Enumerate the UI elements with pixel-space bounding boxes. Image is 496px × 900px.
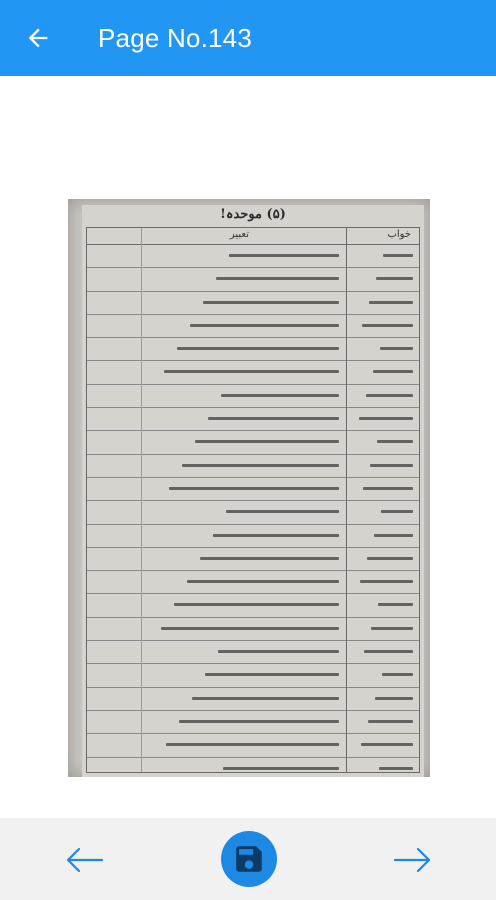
scan-dream-text bbox=[379, 767, 413, 770]
scan-table bbox=[86, 227, 420, 773]
scan-dream-text bbox=[380, 347, 413, 350]
arrow-left-icon bbox=[64, 846, 104, 874]
scan-interpretation-text bbox=[192, 697, 339, 700]
scan-row bbox=[87, 594, 419, 617]
scan-interpretation-text bbox=[182, 464, 339, 467]
scan-row bbox=[87, 525, 419, 548]
arrow-right-icon bbox=[393, 846, 433, 874]
scan-dream-text bbox=[376, 277, 413, 280]
scan-row bbox=[87, 245, 419, 268]
previous-page-button[interactable] bbox=[62, 840, 106, 880]
scan-dream-text bbox=[375, 697, 413, 700]
page-title: Page No.143 bbox=[98, 22, 252, 53]
scan-dream-text bbox=[367, 557, 413, 560]
scanned-paper bbox=[82, 205, 424, 777]
scan-row bbox=[87, 571, 419, 594]
scan-dream-text bbox=[370, 464, 413, 467]
scan-interpretation-text bbox=[187, 580, 339, 583]
scan-row bbox=[87, 315, 419, 338]
scan-interpretation-text bbox=[200, 557, 339, 560]
scan-dream-text bbox=[373, 370, 413, 373]
scan-dream-text bbox=[363, 487, 413, 490]
back-button[interactable] bbox=[0, 0, 76, 76]
next-page-button[interactable] bbox=[391, 840, 435, 880]
scan-dream-text bbox=[382, 673, 413, 676]
scan-row bbox=[87, 361, 419, 384]
scan-interpretation-text bbox=[179, 720, 339, 723]
scan-dream-text bbox=[359, 417, 413, 420]
column-header-dream: خواب bbox=[387, 229, 411, 240]
scan-row bbox=[87, 641, 419, 664]
scan-row bbox=[87, 548, 419, 571]
scan-dream-text bbox=[368, 720, 413, 723]
scan-row bbox=[87, 408, 419, 431]
scan-dream-text bbox=[374, 534, 413, 537]
scan-interpretation-text bbox=[218, 650, 339, 653]
arrow-left-icon bbox=[24, 24, 52, 52]
app-bar bbox=[0, 0, 496, 76]
scan-interpretation-text bbox=[203, 301, 339, 304]
scan-dream-text bbox=[377, 440, 413, 443]
column-header-interpretation: تعبیر bbox=[229, 229, 249, 240]
scan-row bbox=[87, 478, 419, 501]
save-button[interactable] bbox=[221, 831, 277, 887]
scan-interpretation-text bbox=[169, 487, 339, 490]
bottom-bar bbox=[0, 818, 496, 900]
scan-row bbox=[87, 758, 419, 777]
scan-row bbox=[87, 711, 419, 734]
scan-row bbox=[87, 385, 419, 408]
scan-dream-text bbox=[362, 324, 413, 327]
scan-row bbox=[87, 292, 419, 315]
scan-row bbox=[87, 431, 419, 454]
scan-interpretation-text bbox=[226, 510, 339, 513]
scan-row bbox=[87, 268, 419, 291]
scan-interpretation-text bbox=[161, 627, 339, 630]
scan-interpretation-text bbox=[174, 603, 339, 606]
scan-interpretation-text bbox=[221, 394, 339, 397]
scan-row bbox=[87, 734, 419, 757]
floppy-disk-icon bbox=[232, 842, 266, 876]
scan-row bbox=[87, 501, 419, 524]
scan-dream-text bbox=[364, 650, 413, 653]
scan-interpretation-text bbox=[216, 277, 339, 280]
scan-row bbox=[87, 338, 419, 361]
scan-dream-text bbox=[360, 580, 413, 583]
scan-dream-text bbox=[369, 301, 413, 304]
scan-rows bbox=[87, 245, 419, 772]
scan-interpretation-text bbox=[205, 673, 339, 676]
scan-dream-text bbox=[371, 627, 413, 630]
scan-interpretation-text bbox=[208, 417, 339, 420]
page-viewer[interactable] bbox=[0, 76, 496, 818]
scan-row bbox=[87, 664, 419, 687]
scanned-page-image[interactable] bbox=[68, 199, 430, 777]
scan-dream-text bbox=[361, 743, 413, 746]
scan-dream-text bbox=[383, 254, 413, 257]
column-divider bbox=[346, 228, 347, 772]
scan-interpretation-text bbox=[229, 254, 339, 257]
scan-row bbox=[87, 455, 419, 478]
scan-dream-text bbox=[378, 603, 413, 606]
scan-interpretation-text bbox=[223, 767, 339, 770]
margin-divider bbox=[141, 228, 142, 772]
scan-interpretation-text bbox=[213, 534, 339, 537]
scan-column-headers bbox=[87, 228, 419, 245]
scan-interpretation-text bbox=[195, 440, 339, 443]
scan-interpretation-text bbox=[190, 324, 339, 327]
scan-dream-text bbox=[366, 394, 413, 397]
scan-heading: (۵) موحدہ! bbox=[220, 207, 286, 222]
scan-row bbox=[87, 688, 419, 711]
scan-interpretation-text bbox=[177, 347, 339, 350]
scan-row bbox=[87, 618, 419, 641]
scan-interpretation-text bbox=[166, 743, 339, 746]
scan-interpretation-text bbox=[164, 370, 339, 373]
scan-dream-text bbox=[381, 510, 413, 513]
